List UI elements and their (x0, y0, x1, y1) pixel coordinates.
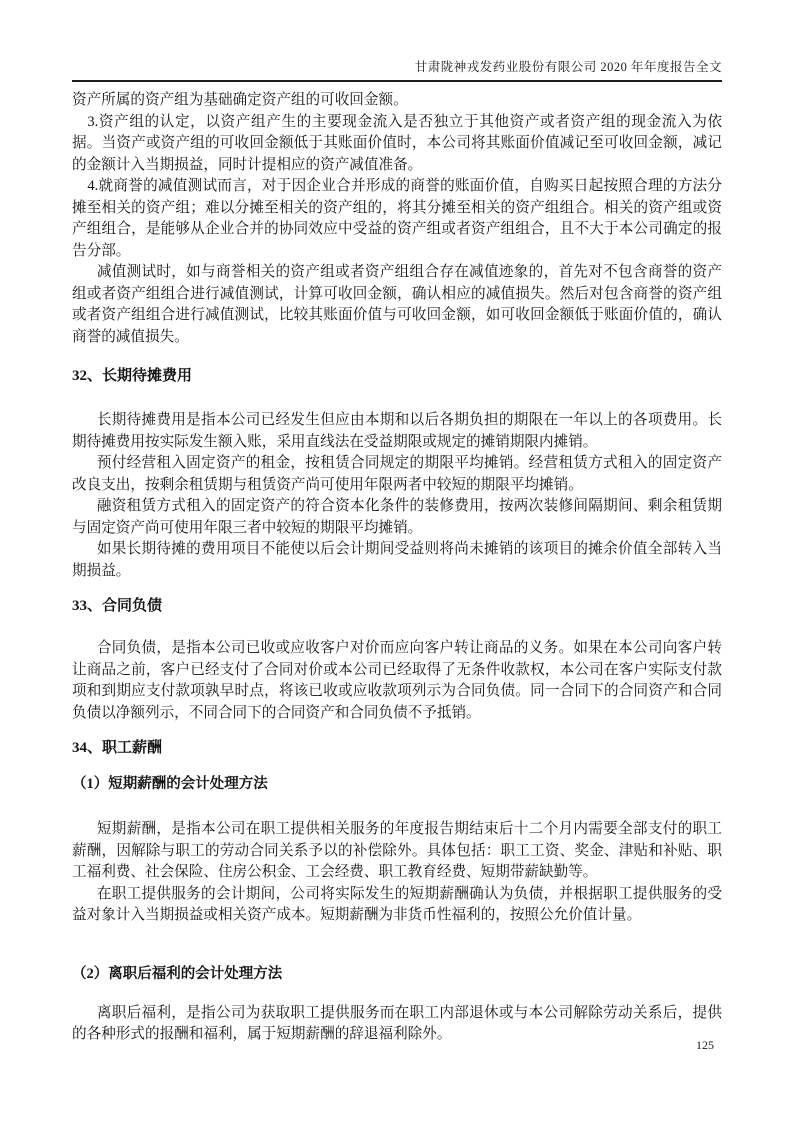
paragraph-32-definition: 长期待摊费用是指本公司已经发生但应由本期和以后各期负担的期限在一年以上的各项费用。长期待摊费用按实际发生额入账，采用直线法在受益期限或规定的摊销期限内摊销。 (72, 412, 722, 450)
paragraph-carryover: 资产所属的资产组为基础确定资产组的可收回金额。 (72, 92, 408, 108)
paragraph-32-prepaid-rent: 预付经营租入固定资产的租金，按租赁合同规定的期限平均摊销。经营租赁方式租入的固定资产改良支出，按剩余租赁期与租赁资产尚可使用年限两者中较短的期限平均摊销。 (72, 455, 722, 493)
paragraph-goodwill-item4: 4.就商誉的减值测试而言，对于因企业合并形成的商誉的账面价值，自购买日起按照合理的方法分摊至相关的资产组；难以分摊至相关的资产组的，将其分摊至相关的资产组组合。相关的资产组或资产组组合，是能够从企业合并的协同效应中受益的资产组或者资产组组合，且不大于本公司确定的报告分部。 (72, 178, 722, 259)
paragraph-33-contract-liability: 合同负债，是指本公司已收或应收客户对价而应向客户转让商品的义务。如果在本公司向客户转让商品之前，客户已经支付了合同对价或本公司已经取得了无条件收款权，本公司在客户实际支付款项和到期应支付款项孰早时点，将该已收或应收款项列示为合同负债。同一合同下的合同资产和合同负债以净额列示，不同合同下的合同资产和合同负债不予抵销。 (72, 640, 722, 721)
report-header: 甘肃陇神戎发药业股份有限公司 2020 年年度报告全文 (72, 58, 722, 82)
paragraph-goodwill-impairment-test: 减值测试时，如与商誉相关的资产组或者资产组组合存在减值迹象的，首先对不包含商誉的资产组或者资产组组合进行减值测试，计算可收回金额，确认相应的减值损失。然后对包含商誉的资产组或者资产组组合进行减值测试，比较其账面价值与可收回金额，如可收回金额低于账面价值的，确认商誉的减值损失。 (72, 264, 722, 345)
paragraph-32-finance-lease: 融资租赁方式租入的固定资产的符合资本化条件的装修费用，按两次装修间隔期间、剩余租赁期与固定资产尚可使用年限三者中较短的期限平均摊销。 (72, 498, 722, 536)
paragraph-34-short-term-recognition: 在职工提供服务的会计期间，公司将实际发生的短期薪酬确认为负债，并根据职工提供服务的受益对象计入当期损益或相关资产成本。短期薪酬为非货币性福利的，按照公允价值计量。 (72, 885, 722, 923)
paragraph-34-short-term-definition: 短期薪酬，是指本公司在职工提供相关服务的年度报告期结束后十二个月内需要全部支付的职工薪酬，因解除与职工的劳动合同关系予以的补偿除外。具体包括：职工工资、奖金、津贴和补贴、职工福利费、社会保险、住房公积金、工会经费、职工教育经费、短期带薪缺勤等。 (72, 821, 722, 880)
section-34-sub1-heading: （1）短期薪酬的会计处理方法 (72, 776, 268, 792)
paragraph-asset-group-item3: 3.资产组的认定，以资产组产生的主要现金流入是否独立于其他资产或者资产组的现金流入为依据。当资产或资产组的可收回金额低于其账面价值时，本公司将其账面价值减记至可收回金额，减记的金额计入当期损益，同时计提相应的资产减值准备。 (72, 113, 722, 173)
page-number: 125 (696, 1038, 714, 1052)
paragraph-32-transfer-to-pnl: 如果长期待摊的费用项目不能使以后会计期间受益则将尚未摊销的该项目的摊余价值全部转入当期损益。 (72, 541, 722, 579)
section-33-heading: 33、合同负债 (72, 598, 163, 614)
section-34-sub2-heading: （2）离职后福利的会计处理方法 (72, 965, 283, 982)
page-content (72, 90, 722, 1046)
paragraph-34-post-employment: 离职后福利，是指公司为获取职工提供服务而在职工内部退休或与本公司解除劳动关系后，提供的各种形式的报酬和福利，属于短期薪酬的辞退福利除外。 (72, 1004, 722, 1042)
section-34-heading: 34、职工薪酬 (72, 740, 163, 756)
section-32-heading: 32、长期待摊费用 (72, 368, 193, 384)
